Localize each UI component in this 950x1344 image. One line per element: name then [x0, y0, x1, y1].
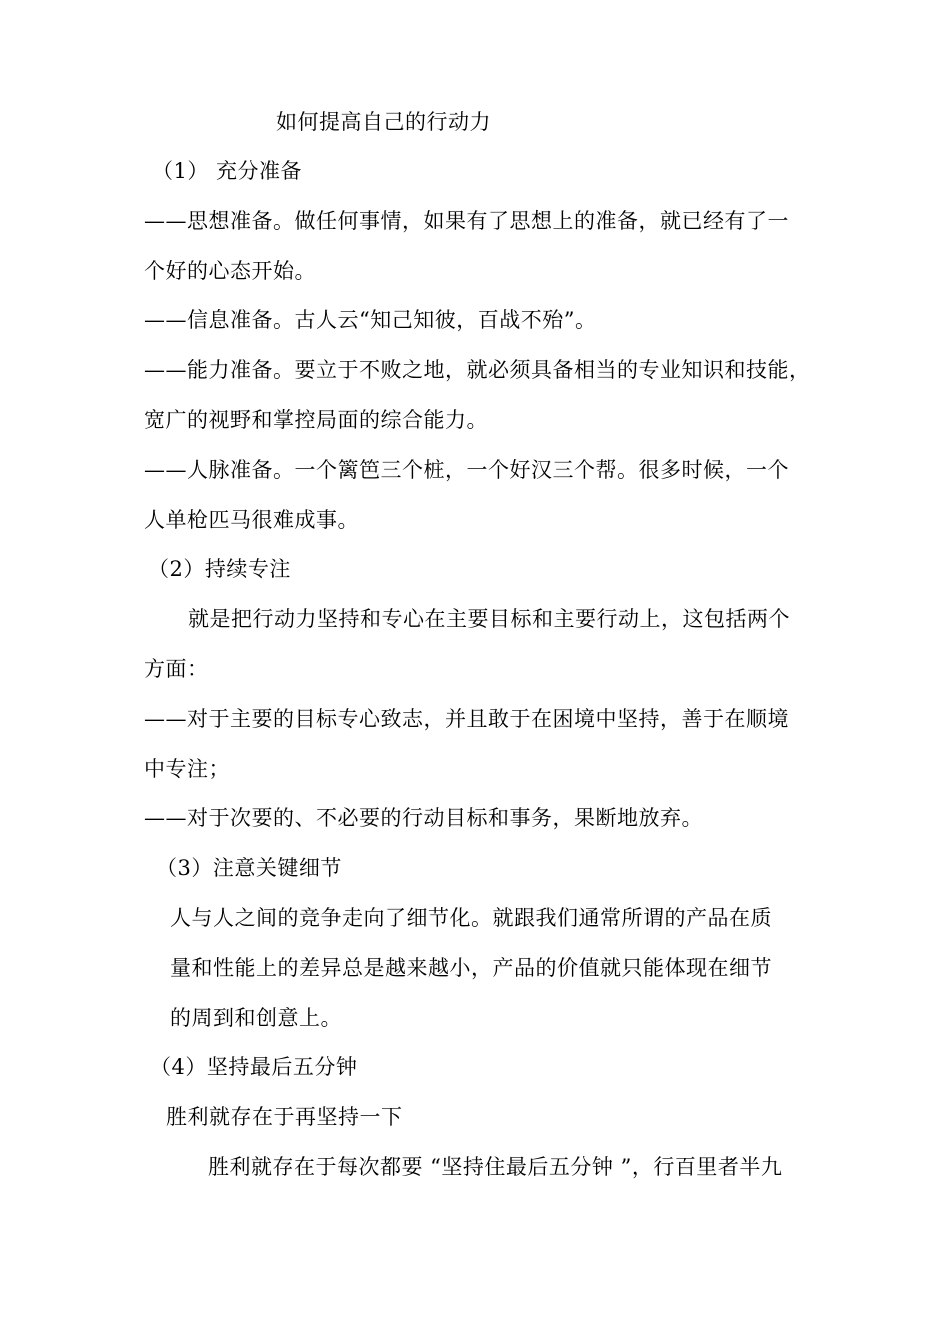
section-4-heading: （4）坚持最后五分钟 — [150, 1055, 358, 1079]
paragraph-line: 中专注； — [144, 757, 230, 781]
paragraph-line: 人单枪匹马很难成事。 — [144, 508, 359, 532]
paragraph-line: 宽广的视野和掌控局面的综合能力。 — [144, 408, 488, 432]
section-2-heading: （2）持续专注 — [148, 557, 291, 581]
document-title: 如何提高自己的行动力 — [276, 110, 491, 134]
section-1-heading: （1） 充分准备 — [152, 159, 303, 183]
paragraph-line: ——对于次要的、不必要的行动目标和事务，果断地放弃。 — [144, 806, 703, 830]
paragraph-line: 方面： — [144, 657, 209, 681]
section-3-heading: （3）注意关键细节 — [156, 856, 342, 880]
paragraph-line: 人与人之间的竞争走向了细节化。就跟我们通常所谓的产品在质 — [170, 906, 772, 930]
paragraph-line: ——能力准备。要立于不败之地，就必须具备相当的专业知识和技能， — [144, 358, 811, 382]
paragraph-line: 胜利就存在于再坚持一下 — [166, 1105, 403, 1129]
paragraph-line: ——人脉准备。一个篱笆三个桩，一个好汉三个帮。很多时候，一个 — [144, 458, 789, 482]
paragraph-line: ——对于主要的目标专心致志，并且敢于在困境中坚持，善于在顺境 — [144, 707, 789, 731]
paragraph-line: 量和性能上的差异总是越来越小，产品的价值就只能体现在细节 — [170, 956, 772, 980]
paragraph-line: 的周到和创意上。 — [170, 1006, 342, 1030]
paragraph-line: 个好的心态开始。 — [144, 259, 316, 283]
paragraph-line: 就是把行动力坚持和专心在主要目标和主要行动上，这包括两个 — [188, 607, 790, 631]
paragraph-line: 胜利就存在于每次都要 “坚持住最后五分钟 ”，行百里者半九 — [208, 1155, 783, 1179]
paragraph-line: ——思想准备。做任何事情，如果有了思想上的准备，就已经有了一 — [144, 209, 789, 233]
paragraph-line: ——信息准备。古人云“知己知彼，百战不殆”。 — [144, 308, 597, 332]
